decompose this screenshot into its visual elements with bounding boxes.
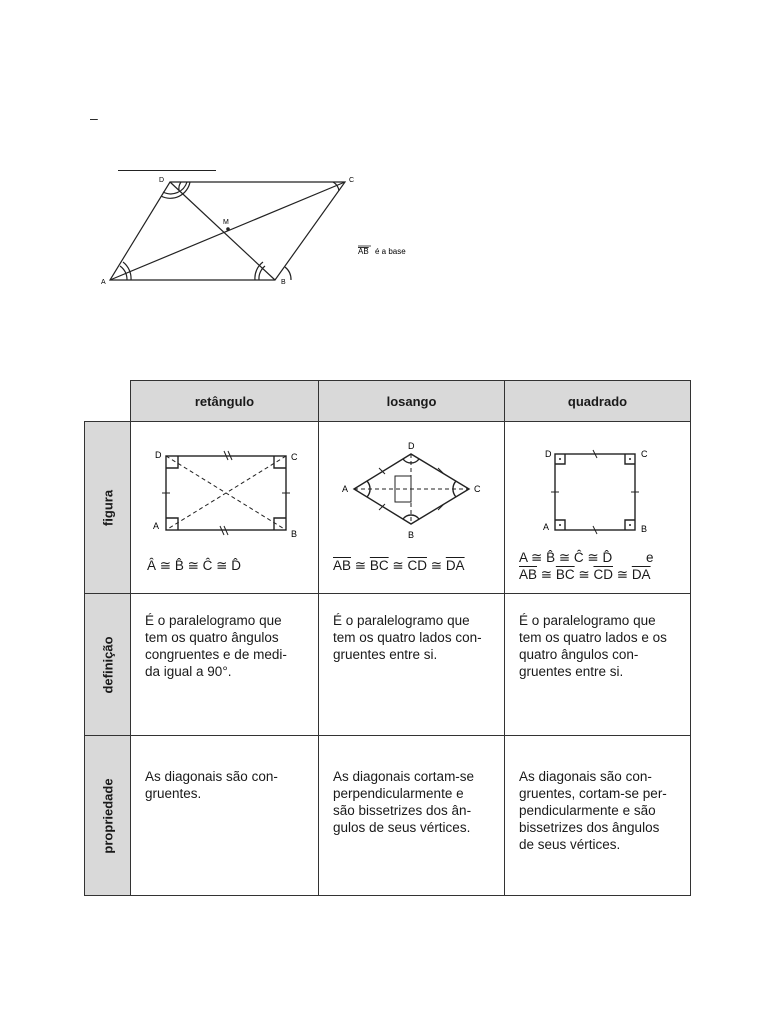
label-d: D <box>159 177 165 184</box>
square-drawing <box>505 436 691 556</box>
parallelogram-figure <box>95 172 425 292</box>
figure-losango <box>319 422 505 594</box>
table-corner <box>85 381 131 422</box>
rhombus-drawing <box>319 434 505 558</box>
square-label-b: B <box>641 524 648 534</box>
quadrilateral-table <box>84 380 691 896</box>
square-segment-relation: $\overline{AB}$ ≅ $\overline{BC}$ ≅ $\overline{CD}$ ≅ $\overline{DA}$ <box>519 567 651 582</box>
base-note-text: é a base <box>375 247 406 256</box>
propriedade-quadrado: As diagonais são con- gruentes, cortam-se per- pendicularmente e são bissetrizes dos ângulos de seus vértices. <box>505 736 691 896</box>
rhombus-label-d: D <box>408 441 415 451</box>
col-header-quadrado: quadrado <box>505 381 691 422</box>
angle-arc-b <box>259 266 265 280</box>
midpoint-m <box>226 227 230 231</box>
label-m: M <box>223 219 229 226</box>
propriedade-retangulo: As diagonais são con- gruentes. <box>131 736 319 896</box>
propriedade-losango: As diagonais cortam-se perpendicularmente e são bissetrizes dos ân- gulos de seus vértices. <box>319 736 505 896</box>
rhombus-label-b: B <box>408 530 415 540</box>
rect-label-c: C <box>291 452 298 462</box>
rhombus-relation: $\overline{AB}$ ≅ $\overline{BC}$ ≅ $\overline{CD}$ ≅ $\overline{DA}$ <box>333 558 465 573</box>
figure-quadrado <box>505 422 691 594</box>
col-header-retangulo: retângulo <box>131 381 319 422</box>
rect-label-d: D <box>155 450 162 460</box>
label-a: A <box>101 279 106 286</box>
label-b: B <box>281 279 286 286</box>
header-dash: – <box>90 110 98 126</box>
row-label-definicao: definição <box>85 594 131 736</box>
rect-label-b: B <box>291 529 298 539</box>
row-label-figura: figura <box>85 422 131 594</box>
square-angle-relation: A ≅ B̂ ≅ Ĉ ≅ D̂ e <box>519 550 654 565</box>
square-label-a: A <box>543 522 550 532</box>
square-label-c: C <box>641 449 648 459</box>
col-header-losango: losango <box>319 381 505 422</box>
label-c: C <box>349 177 355 184</box>
rhombus-label-a: A <box>342 484 349 494</box>
rectangle-drawing <box>131 436 319 556</box>
row-label-propriedade: propriedade <box>85 736 131 896</box>
rectangle-relation: Â ≅ B̂ ≅ Ĉ ≅ D̂ <box>147 558 241 573</box>
square-label-d: D <box>545 449 552 459</box>
definicao-quadrado: É o paralelogramo que tem os quatro lados e os quatro ângulos con- gruentes entre si. <box>505 594 691 736</box>
definicao-losango: É o paralelogramo que tem os quatro lados con- gruentes entre si. <box>319 594 505 736</box>
base-note-segment: AB <box>358 247 369 256</box>
definicao-retangulo: É o paralelogramo que tem os quatro ângulos congruentes e de medi- da igual a 90°. <box>131 594 319 736</box>
title-underline <box>118 170 216 171</box>
figure-retangulo <box>131 422 319 594</box>
rect-label-a: A <box>153 521 160 531</box>
rhombus-label-c: C <box>474 484 481 494</box>
angle-arc-a <box>120 266 127 280</box>
